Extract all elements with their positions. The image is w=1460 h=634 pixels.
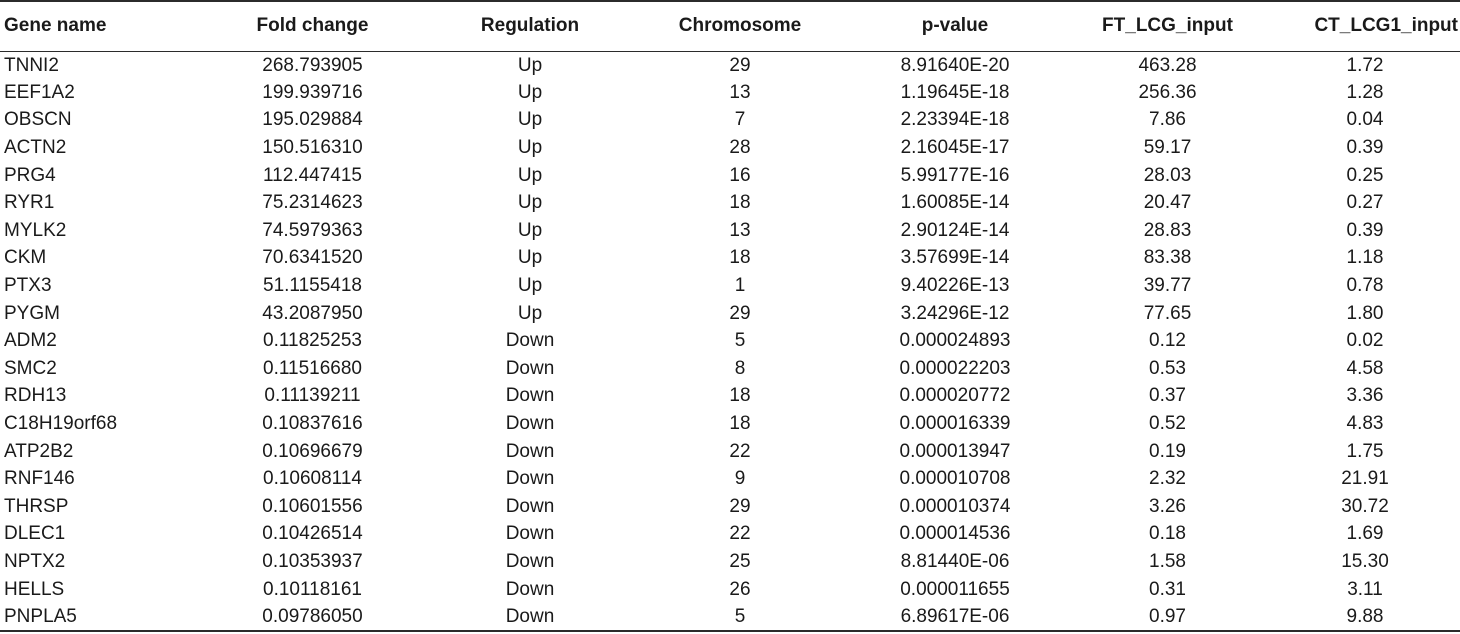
cell-regulation: Down [505, 523, 555, 545]
cell-chromosome: 18 [729, 385, 751, 407]
cell-chromosome: 29 [729, 54, 751, 76]
cell-gene-name: ATP2B2 [4, 440, 74, 462]
cell-ft-lcg-input: 77.65 [1143, 302, 1192, 324]
cell-fold-change: 43.2087950 [262, 302, 363, 324]
cell-gene-name: PTX3 [4, 275, 52, 297]
cell-ft-lcg-input: 3.26 [1149, 495, 1186, 517]
cell-ct-lcg1-input: 0.25 [1346, 164, 1384, 186]
cell-p-value: 2.16045E-17 [900, 137, 1010, 159]
cell-ft-lcg-input: 59.17 [1143, 137, 1192, 159]
table-row [0, 161, 1460, 189]
cell-fold-change: 199.939716 [262, 81, 363, 103]
table-row [0, 79, 1460, 107]
column-header-chromosome: Chromosome [635, 1, 845, 51]
cell-p-value: 0.000011655 [900, 578, 1010, 600]
cell-ft-lcg-input: 0.12 [1149, 330, 1186, 352]
cell-ct-lcg1-input: 1.75 [1346, 440, 1384, 462]
cell-ct-lcg1-input: 1.80 [1346, 302, 1384, 324]
cell-p-value: 0.000020772 [899, 385, 1011, 407]
cell-p-value: 0.000010708 [899, 468, 1011, 490]
cell-ft-lcg-input: 0.52 [1149, 413, 1186, 435]
table-row [0, 437, 1460, 465]
cell-fold-change: 0.11139211 [264, 385, 361, 407]
table-row [0, 272, 1460, 300]
cell-gene-name: C18H19orf68 [4, 413, 118, 435]
cell-ct-lcg1-input: 30.72 [1341, 495, 1389, 517]
cell-chromosome: 7 [734, 109, 746, 131]
cell-chromosome: 9 [734, 468, 746, 490]
cell-chromosome: 28 [729, 137, 751, 159]
cell-ct-lcg1-input: 3.36 [1346, 385, 1384, 407]
table-body [0, 51, 1460, 631]
cell-regulation: Up [517, 219, 543, 241]
cell-p-value: 0.000010374 [899, 495, 1011, 517]
cell-chromosome: 22 [729, 440, 751, 462]
cell-fold-change: 0.11825253 [263, 330, 362, 352]
cell-ft-lcg-input: 463.28 [1138, 54, 1197, 76]
cell-gene-name: OBSCN [4, 109, 72, 131]
cell-ct-lcg1-input: 0.39 [1346, 219, 1384, 241]
cell-p-value: 0.000014536 [899, 523, 1011, 545]
cell-ft-lcg-input: 28.03 [1143, 164, 1192, 186]
cell-chromosome: 16 [729, 164, 751, 186]
cell-fold-change: 195.029884 [262, 109, 363, 131]
cell-ct-lcg1-input: 1.72 [1346, 54, 1384, 76]
cell-fold-change: 75.2314623 [262, 192, 363, 214]
cell-regulation: Down [505, 330, 555, 352]
cell-gene-name: HELLS [4, 578, 65, 600]
cell-p-value: 0.000016339 [899, 413, 1011, 435]
cell-regulation: Up [517, 164, 543, 186]
cell-fold-change: 0.10118161 [263, 578, 362, 600]
cell-ft-lcg-input: 0.31 [1149, 578, 1186, 600]
cell-fold-change: 0.11516680 [263, 357, 362, 379]
cell-chromosome: 25 [729, 550, 751, 572]
cell-p-value: 0.000024893 [899, 330, 1011, 352]
cell-p-value: 1.19645E-18 [900, 81, 1010, 103]
table-row [0, 603, 1460, 631]
cell-p-value: 8.81440E-06 [900, 550, 1010, 572]
cell-chromosome: 5 [734, 330, 746, 352]
table-row [0, 217, 1460, 245]
cell-gene-name: RYR1 [4, 192, 55, 214]
cell-p-value: 9.40226E-13 [900, 275, 1010, 297]
table-row [0, 465, 1460, 493]
cell-ft-lcg-input: 28.83 [1143, 219, 1192, 241]
cell-ct-lcg1-input: 4.58 [1346, 357, 1384, 379]
cell-gene-name: ADM2 [4, 330, 57, 352]
cell-fold-change: 150.516310 [262, 137, 363, 159]
cell-p-value: 0.000013947 [899, 440, 1011, 462]
cell-ft-lcg-input: 83.38 [1143, 247, 1192, 269]
cell-regulation: Down [505, 413, 555, 435]
cell-gene-name: ACTN2 [4, 137, 67, 159]
table-row [0, 244, 1460, 272]
cell-ft-lcg-input: 1.58 [1149, 550, 1186, 572]
cell-gene-name: PYGM [4, 302, 60, 324]
cell-gene-name: RNF146 [4, 468, 75, 490]
table-row [0, 382, 1460, 410]
column-header-ct-lcg1-input: CT_LCG1_input [1270, 1, 1460, 51]
table-row [0, 299, 1460, 327]
cell-ft-lcg-input: 0.53 [1149, 357, 1186, 379]
cell-fold-change: 0.10696679 [262, 440, 363, 462]
cell-p-value: 3.57699E-14 [900, 247, 1010, 269]
column-header-fold-change: Fold change [200, 1, 425, 51]
cell-ct-lcg1-input: 0.04 [1346, 109, 1384, 131]
cell-ct-lcg1-input: 1.28 [1346, 81, 1384, 103]
cell-gene-name: THRSP [4, 495, 69, 517]
cell-chromosome: 18 [729, 192, 751, 214]
cell-regulation: Down [505, 550, 555, 572]
cell-gene-name: RDH13 [4, 385, 67, 407]
cell-regulation: Up [517, 192, 543, 214]
cell-ct-lcg1-input: 1.18 [1346, 247, 1384, 269]
table-header [0, 1, 1460, 51]
cell-gene-name: PNPLA5 [0, 603, 200, 631]
cell-ft-lcg-input: 0.37 [1149, 385, 1186, 407]
cell-fold-change: 70.6341520 [262, 247, 363, 269]
cell-ft-lcg-input: 256.36 [1138, 81, 1197, 103]
cell-ft-lcg-input: 39.77 [1143, 275, 1192, 297]
cell-ct-lcg1-input: 0.78 [1346, 275, 1384, 297]
table-row [0, 520, 1460, 548]
cell-p-value: 1.60085E-14 [900, 192, 1010, 214]
cell-chromosome: 8 [734, 357, 746, 379]
cell-regulation: Down [425, 603, 635, 631]
cell-fold-change: 0.10837616 [262, 413, 363, 435]
cell-gene-name: NPTX2 [4, 550, 66, 572]
cell-fold-change: 0.10601556 [262, 495, 363, 517]
cell-chromosome: 26 [729, 578, 751, 600]
cell-p-value: 3.24296E-12 [900, 302, 1010, 324]
cell-ft-lcg-input: 20.47 [1143, 192, 1192, 214]
cell-p-value: 6.89617E-06 [845, 603, 1065, 631]
cell-ft-lcg-input: 0.18 [1149, 523, 1186, 545]
cell-ct-lcg1-input: 0.27 [1346, 192, 1384, 214]
cell-ct-lcg1-input: 1.69 [1346, 523, 1384, 545]
table-row [0, 327, 1460, 355]
cell-fold-change: 0.10353937 [262, 550, 363, 572]
cell-regulation: Down [505, 440, 555, 462]
column-header-regulation: Regulation [425, 1, 635, 51]
cell-ct-lcg1-input: 0.02 [1346, 330, 1384, 352]
cell-fold-change: 51.1155418 [263, 275, 362, 297]
cell-ft-lcg-input: 0.19 [1149, 440, 1186, 462]
table-row [0, 575, 1460, 603]
cell-regulation: Up [517, 275, 543, 297]
cell-chromosome: 29 [729, 302, 751, 324]
cell-chromosome: 1 [734, 275, 746, 297]
cell-p-value: 8.91640E-20 [900, 54, 1010, 76]
cell-chromosome: 29 [729, 495, 751, 517]
cell-ct-lcg1-input: 3.11 [1347, 578, 1383, 600]
cell-ct-lcg1-input: 4.83 [1346, 413, 1384, 435]
cell-fold-change: 0.09786050 [200, 603, 425, 631]
cell-regulation: Up [517, 109, 543, 131]
cell-chromosome: 22 [729, 523, 751, 545]
table-row [0, 548, 1460, 576]
cell-ft-lcg-input: 0.97 [1065, 603, 1270, 631]
cell-regulation: Down [505, 468, 555, 490]
table-row [0, 410, 1460, 438]
cell-regulation: Up [517, 54, 543, 76]
cell-gene-name: PRG4 [4, 164, 56, 186]
cell-chromosome: 18 [729, 247, 751, 269]
cell-regulation: Down [505, 385, 555, 407]
cell-p-value: 2.23394E-18 [900, 109, 1010, 131]
table-row [0, 493, 1460, 521]
cell-ct-lcg1-input: 21.91 [1341, 468, 1389, 490]
table-row [0, 51, 1460, 79]
cell-chromosome: 18 [729, 413, 751, 435]
column-header-gene-name: Gene name [0, 1, 200, 51]
cell-regulation: Up [517, 302, 543, 324]
cell-fold-change: 0.10426514 [262, 523, 363, 545]
cell-chromosome: 13 [729, 219, 751, 241]
cell-regulation: Down [505, 357, 555, 379]
cell-chromosome: 13 [729, 81, 751, 103]
cell-fold-change: 74.5979363 [262, 219, 363, 241]
cell-regulation: Down [505, 578, 555, 600]
cell-regulation: Up [517, 137, 543, 159]
table-row [0, 355, 1460, 383]
cell-p-value: 2.90124E-14 [900, 219, 1010, 241]
cell-regulation: Up [517, 81, 543, 103]
cell-regulation: Down [505, 495, 555, 517]
cell-fold-change: 268.793905 [262, 54, 363, 76]
cell-chromosome: 5 [635, 603, 845, 631]
cell-gene-name: DLEC1 [4, 523, 66, 545]
cell-gene-name: CKM [4, 247, 47, 269]
cell-ft-lcg-input: 7.86 [1149, 109, 1186, 131]
column-header-ft-lcg-input: FT_LCG_input [1065, 1, 1270, 51]
cell-regulation: Up [517, 247, 543, 269]
column-header-p-value: p-value [845, 1, 1065, 51]
cell-ct-lcg1-input: 15.30 [1341, 550, 1389, 572]
cell-ft-lcg-input: 2.32 [1149, 468, 1186, 490]
cell-fold-change: 0.10608114 [263, 468, 362, 490]
cell-fold-change: 112.447415 [263, 164, 362, 186]
cell-gene-name: TNNI2 [4, 54, 59, 76]
cell-gene-name: MYLK2 [4, 219, 67, 241]
cell-gene-name: EEF1A2 [4, 81, 75, 103]
cell-p-value: 0.000022203 [899, 357, 1011, 379]
table-row [0, 189, 1460, 217]
table-row [0, 134, 1460, 162]
cell-ct-lcg1-input: 9.88 [1270, 603, 1460, 631]
table-row [0, 106, 1460, 134]
header-row [0, 1, 1460, 51]
cell-ct-lcg1-input: 0.39 [1346, 137, 1384, 159]
cell-p-value: 5.99177E-16 [900, 164, 1010, 186]
cell-gene-name: SMC2 [4, 357, 57, 379]
